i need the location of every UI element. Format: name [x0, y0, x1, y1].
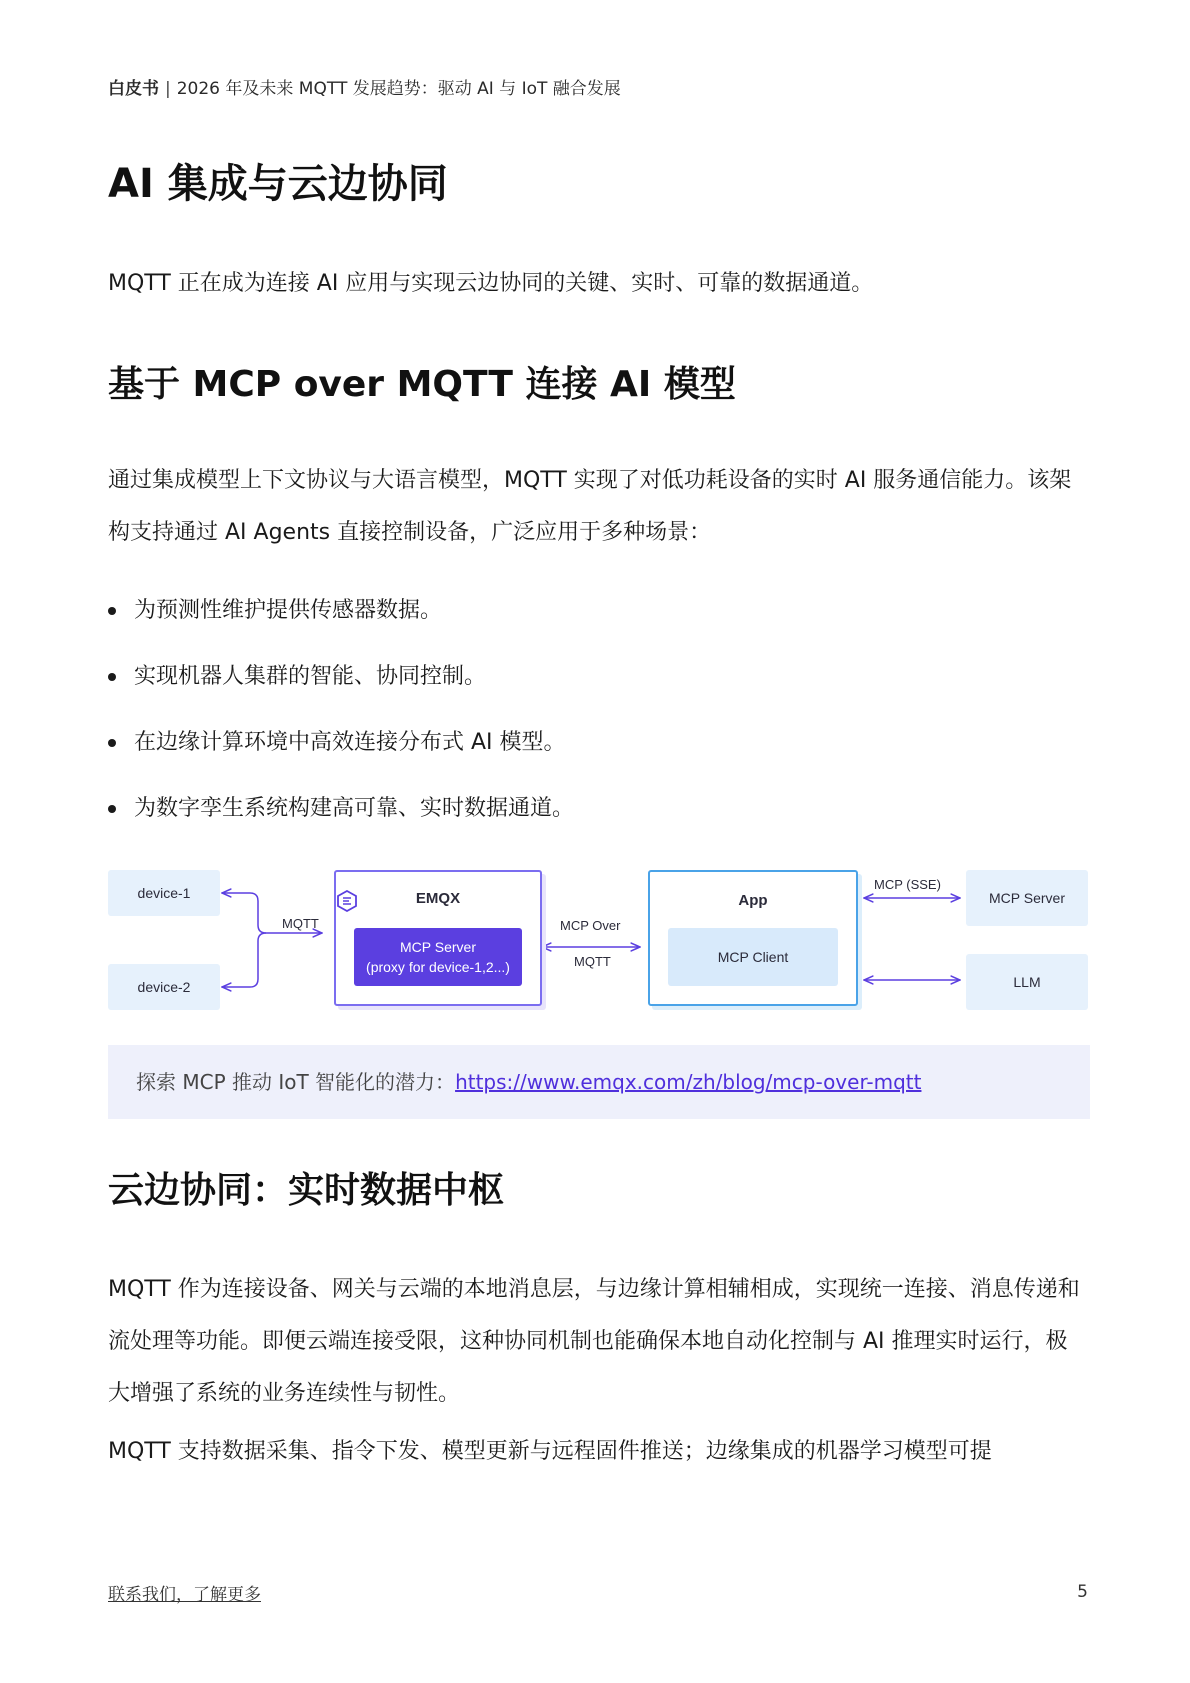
mcp-server-label: MCP Server — [400, 939, 476, 955]
list-item — [108, 723, 1068, 789]
edge-paragraph-1: MQTT 作为连接设备、网关与云端的本地消息层，与边缘计算相辅相成，实现统一连接、消息传递和流处理等功能。即便云端连接受限，这种协同机制也能确保本地自动化控制与 AI 推理实时运行，极大增强了系统的业务连续性与韧性。 — [108, 1277, 1080, 1406]
device2-connector — [222, 933, 266, 987]
emqx-logo-text: EMQX — [415, 890, 461, 907]
mcp-blog-link[interactable]: https://www.emqx.com/zh/blog/mcp-over-mqtt — [455, 1070, 922, 1094]
device-2-label: device-2 — [137, 979, 191, 995]
header-brand: 白皮书 — [108, 79, 159, 99]
edge-section-title: 云边协同：实时数据中枢 — [108, 1170, 505, 1211]
bullet-dot-icon — [108, 805, 116, 813]
bullet-dot-icon — [108, 607, 116, 615]
header-title: 2026 年及未来 MQTT 发展趋势：驱动 AI 与 IoT 融合发展 — [176, 79, 621, 99]
list-item — [108, 657, 1068, 723]
list-item — [108, 591, 1068, 657]
list-item-text: 在边缘计算环境中高效连接分布式 AI 模型。 — [134, 730, 566, 755]
device-1-label: device-1 — [137, 885, 191, 901]
mcp-client-box — [668, 928, 838, 986]
contact-us-link[interactable]: 联系我们，了解更多 — [108, 1585, 261, 1605]
mcp-server-proxy — [354, 928, 522, 986]
app-title: App — [738, 892, 768, 909]
list-item-text: 为预测性维护提供传感器数据。 — [134, 598, 443, 623]
mcp-over-label: MCP Over — [560, 918, 621, 933]
architecture-diagram — [108, 866, 1088, 1014]
emqx-card — [334, 870, 542, 1006]
llm-box — [966, 954, 1088, 1010]
list-item-text: 实现机器人集群的智能、协同控制。 — [134, 664, 487, 689]
page-number: 5 — [1077, 1582, 1088, 1602]
device-1-box — [108, 870, 220, 916]
document-header — [108, 74, 621, 99]
bullet-dot-icon — [108, 739, 116, 747]
mqtt-label: MQTT — [282, 916, 319, 931]
mcp-server-right-label: MCP Server — [989, 890, 1065, 906]
header-separator: | — [165, 79, 171, 99]
mcp-server-sublabel: (proxy for device-1,2...) — [366, 959, 510, 975]
reference-link-box — [108, 1045, 1090, 1119]
mqtt-transport-label: MQTT — [574, 954, 611, 969]
llm-label: LLM — [1013, 974, 1041, 990]
mcp-sse-label: MCP (SSE) — [874, 877, 941, 892]
scenario-list — [108, 591, 1068, 855]
app-card — [648, 870, 858, 1006]
device-2-box — [108, 964, 220, 1010]
bullet-dot-icon — [108, 673, 116, 681]
list-item-text: 为数字孪生系统构建高可靠、实时数据通道。 — [134, 796, 575, 821]
emqx-logo-icon — [336, 890, 358, 912]
section-title: AI 集成与云边协同 — [108, 161, 448, 207]
edge-paragraph-2: MQTT 支持数据采集、指令下发、模型更新与远程固件推送；边缘集成的机器学习模型可提 — [108, 1439, 992, 1464]
diagram-connectors — [108, 866, 1088, 1014]
mcp-section-title: 基于 MCP over MQTT 连接 AI 模型 — [108, 364, 736, 405]
list-item — [108, 789, 1068, 855]
intro-paragraph: MQTT 正在成为连接 AI 应用与实现云边协同的关键、实时、可靠的数据通道。 — [108, 271, 874, 296]
mcp-paragraph: 通过集成模型上下文协议与大语言模型，MQTT 实现了对低功耗设备的实时 AI 服务通信能力。该架构支持通过 AI Agents 直接控制设备，广泛应用于多种场景： — [108, 468, 1072, 545]
mcp-server-box — [966, 870, 1088, 926]
link-box-label: 探索 MCP 推动 IoT 智能化的潜力： — [136, 1070, 456, 1094]
mcp-client-label: MCP Client — [717, 949, 789, 965]
emqx-logo — [336, 890, 540, 907]
